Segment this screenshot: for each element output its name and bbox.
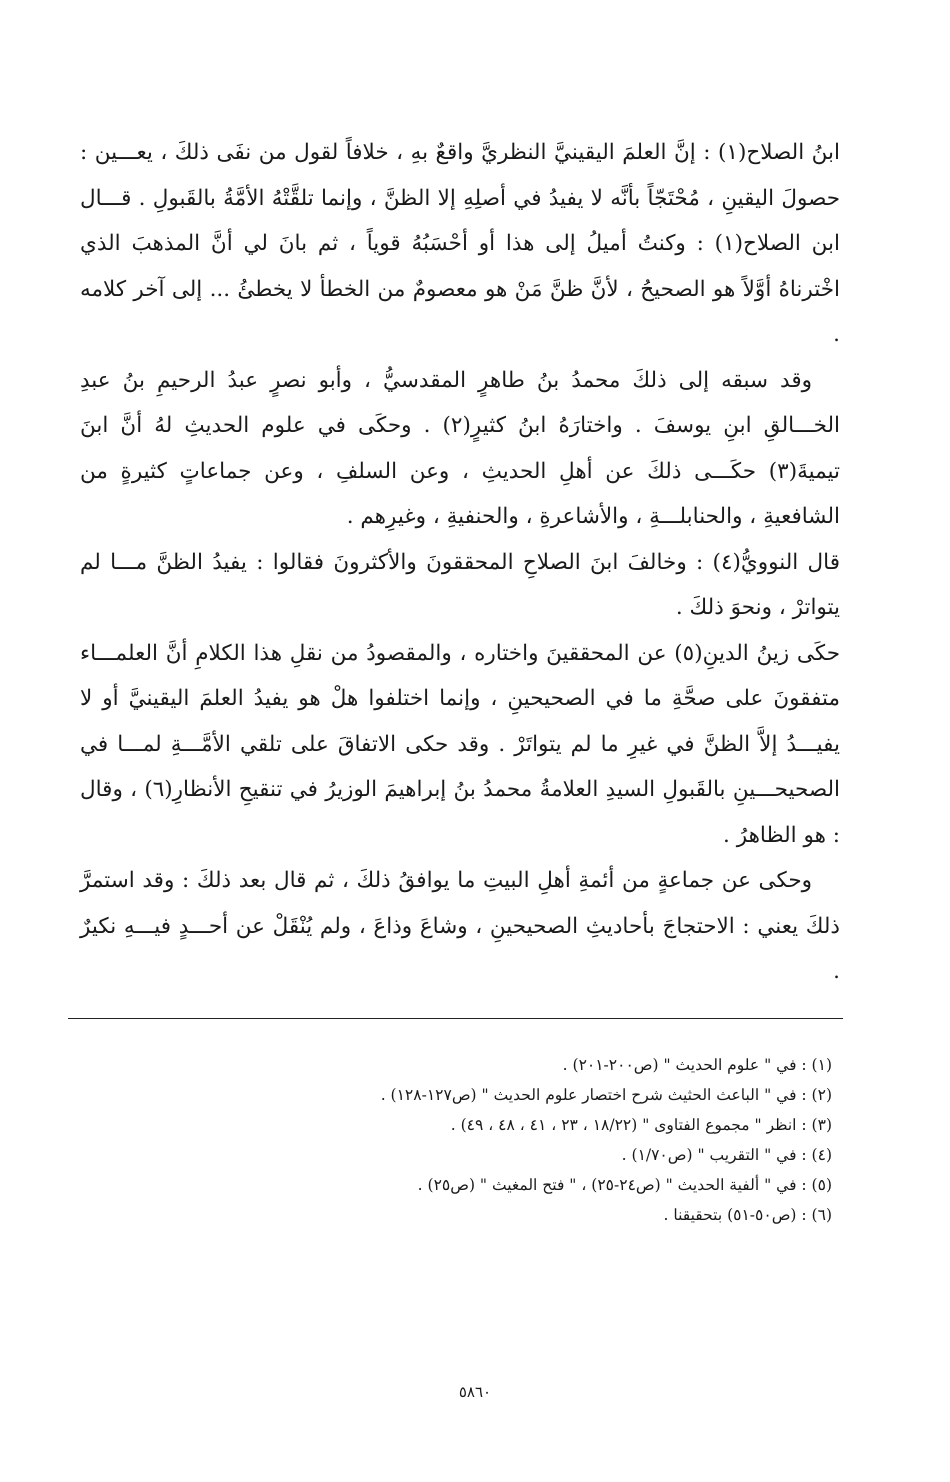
paragraph-1: ابنُ الصلاح(١) : إنَّ العلمَ اليقينيَّ النظريَّ واقعٌ بهِ ، خلافاً لقول من نفَى ذلكَ ، يعـــين : حصولَ اليقينِ ، مُحْتَجّاً بأنَّه لا يفيدُ في أصلِهِ إلا الظنَّ ، وإنما تلقَّتْهُ الأمَّةُ بالقَبولِ . قـــال ابن الصلاح(١) : وكنتُ أميلُ إلى هذا أو أحْسَبُهُ قوياً ، ثم بانَ لي أنَّ المذهبَ الذي اخْترناهُ أوَّلاً هو الصحيحُ ، لأنَّ ظنَّ مَنْ هو معصومٌ من الخطأ لا يخطئُ ... إلى آخر كلامه . <box>80 140 841 347</box>
footnote-1: (١) : في " علوم الحديث " (ص٢٠٠-٢٠١) . <box>562 1056 832 1074</box>
footnote-divider <box>68 1018 843 1019</box>
footnote-4: (٤) : في " التقريب " (ص١/٧٠) . <box>621 1146 832 1164</box>
paragraph-4: حكَى زينُ الدينِ(٥) عن المحققينَ واختاره ، والمقصودُ من نقلِ هذا الكلامِ أنَّ العلمـــاء متفقونَ على صحَّةِ ما في الصحيحينِ ، وإنما اختلفوا هلْ هو يفيدُ العلمَ اليقينيَّ أو لا يفيـــدُ إلاَّ الظنَّ في غيرِ ما لم يتواتَرْ . وقد حكى الاتفاقَ على تلقي الأمَّـــةِ لمـــا في الصحيحـــينِ بالقَبولِ السيدِ العلامةُ محمدُ بنُ إبراهيمَ الوزيرُ في تنقيحِ الأنظارِ(٦) ، وقال : هو الظاهرُ . <box>80 640 840 848</box>
footnote-6: (٦) : (ص٥٠-٥١) بتحقيقنا . <box>663 1206 832 1224</box>
paragraph-2: وقد سبقه إلى ذلكَ محمدُ بنُ طاهرٍ المقدسيُّ ، وأبو نصرٍ عبدُ الرحيمِ بنُ عبدِ الخـــالقِ ابنِ يوسفَ . واختارَهُ ابنُ كثيرٍ(٢) . وحكَى في علوم الحديثِ لهُ أنَّ ابنَ تيميةَ(٣) حكَـــى ذلكَ عن أهلِ الحديثِ ، وعن السلفِ ، وعن جماعاتٍ كثيرةٍ من الشافعيةِ ، والحنابلـــةِ ، والأشاعرةِ ، والحنفيةِ ، وغيرِهم . <box>80 367 840 529</box>
page-number: ٥٨٦٠ <box>458 1383 492 1401</box>
paragraph-3: قال النوويُّ(٤) : وخالفَ ابنَ الصلاحِ المحققونَ والأكثرونَ فقالوا : يفيدُ الظنَّ مـــا لم يتواترْ ، ونحوَ ذلكَ . <box>80 549 840 620</box>
main-text <box>80 130 840 995</box>
footnote-5: (٥) : في " ألفية الحديث " (ص٢٤-٢٥) ، " فتح المغيث " (ص٢٥) . <box>417 1176 832 1194</box>
footnote-3: (٣) : انظر " مجموع الفتاوى " (١٨/٢٢ ، ٢٣ ، ٤١ ، ٤٨ ، ٤٩) . <box>450 1116 832 1134</box>
footnote-2: (٢) : في " الباعث الحثيث شرح اختصار علوم الحديث " (ص١٢٧-١٢٨) . <box>380 1086 832 1104</box>
paragraph-5: وحكى عن جماعةٍ من أئمةِ أهلِ البيتِ ما يوافقُ ذلكَ ، ثم قال بعد ذلكَ : وقد استمرَّ ذلكَ يعني : الاحتجاجَ بأحاديثِ الصحيحينِ ، وشاعَ وذاعَ ، ولم يُنْقَلْ عن أحـــدٍ فيـــهِ نكيرٌ . <box>80 868 840 984</box>
footnotes <box>80 1050 832 1230</box>
